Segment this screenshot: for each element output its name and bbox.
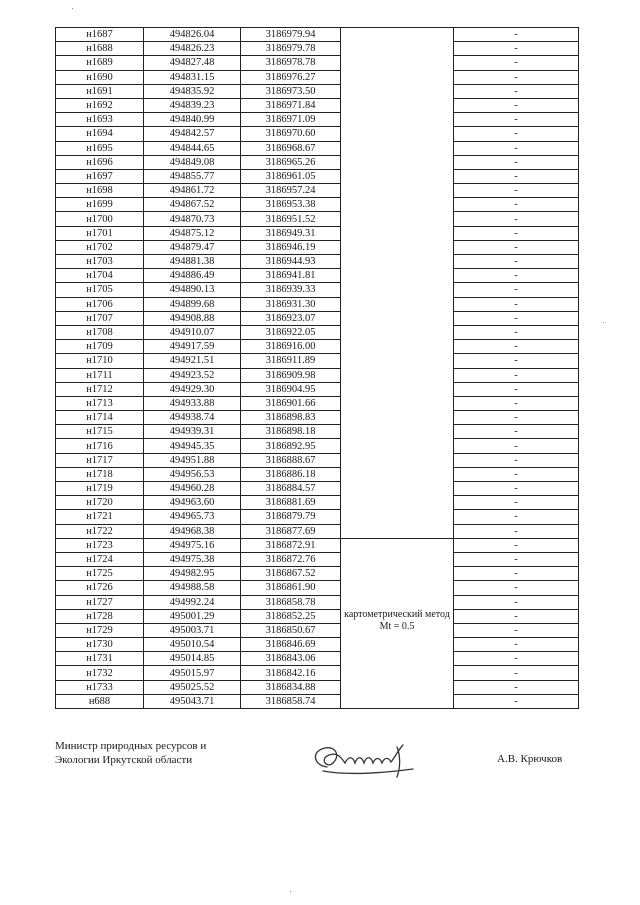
x-coordinate-cell: 494951.88 (144, 453, 241, 467)
accuracy-dash-cell: - (454, 98, 579, 112)
point-id-cell: н1719 (56, 482, 144, 496)
y-coordinate-cell: 3186858.78 (241, 595, 341, 609)
table-row (56, 340, 579, 354)
accuracy-dash-cell: - (454, 453, 579, 467)
point-id-cell: н1702 (56, 240, 144, 254)
x-coordinate-cell: 494963.60 (144, 496, 241, 510)
x-coordinate-cell: 495014.85 (144, 652, 241, 666)
y-coordinate-cell: 3186973.50 (241, 84, 341, 98)
y-coordinate-cell: 3186909.98 (241, 368, 341, 382)
accuracy-dash-cell: - (454, 411, 579, 425)
y-coordinate-cell: 3186892.95 (241, 439, 341, 453)
scan-speck (603, 322, 604, 323)
y-coordinate-cell: 3186846.69 (241, 638, 341, 652)
x-coordinate-cell: 494826.04 (144, 28, 241, 42)
y-coordinate-cell: 3186961.05 (241, 169, 341, 183)
point-id-cell: н1733 (56, 680, 144, 694)
y-coordinate-cell: 3186879.79 (241, 510, 341, 524)
point-id-cell: н1692 (56, 98, 144, 112)
table-row (56, 510, 579, 524)
y-coordinate-cell: 3186923.07 (241, 311, 341, 325)
x-coordinate-cell: 494875.12 (144, 226, 241, 240)
point-id-cell: н1715 (56, 425, 144, 439)
y-coordinate-cell: 3186852.25 (241, 609, 341, 623)
y-coordinate-cell: 3186931.30 (241, 297, 341, 311)
y-coordinate-cell: 3186901.66 (241, 396, 341, 410)
point-id-cell: н1703 (56, 255, 144, 269)
x-coordinate-cell: 494842.57 (144, 127, 241, 141)
x-coordinate-cell: 494921.51 (144, 354, 241, 368)
accuracy-dash-cell: - (454, 198, 579, 212)
accuracy-dash-cell: - (454, 42, 579, 56)
accuracy-dash-cell: - (454, 396, 579, 410)
point-id-cell: н1687 (56, 28, 144, 42)
x-coordinate-cell: 494965.73 (144, 510, 241, 524)
point-id-cell: н1697 (56, 169, 144, 183)
point-id-cell: н1708 (56, 325, 144, 339)
y-coordinate-cell: 3186911.89 (241, 354, 341, 368)
accuracy-dash-cell: - (454, 567, 579, 581)
coordinates-table-body (56, 28, 579, 709)
point-id-cell: н1706 (56, 297, 144, 311)
point-id-cell: н1707 (56, 311, 144, 325)
x-coordinate-cell: 494899.68 (144, 297, 241, 311)
y-coordinate-cell: 3186867.52 (241, 567, 341, 581)
y-coordinate-cell: 3186850.67 (241, 623, 341, 637)
point-id-cell: н1716 (56, 439, 144, 453)
point-id-cell: н1714 (56, 411, 144, 425)
accuracy-dash-cell: - (454, 496, 579, 510)
y-coordinate-cell: 3186877.69 (241, 524, 341, 538)
table-row (56, 269, 579, 283)
accuracy-dash-cell: - (454, 70, 579, 84)
y-coordinate-cell: 3186951.52 (241, 212, 341, 226)
table-row (56, 581, 579, 595)
table-row (56, 396, 579, 410)
x-coordinate-cell: 494827.48 (144, 56, 241, 70)
accuracy-dash-cell: - (454, 581, 579, 595)
accuracy-dash-cell: - (454, 552, 579, 566)
y-coordinate-cell: 3186898.18 (241, 425, 341, 439)
y-coordinate-cell: 3186881.69 (241, 496, 341, 510)
x-coordinate-cell: 495001.29 (144, 609, 241, 623)
y-coordinate-cell: 3186971.09 (241, 113, 341, 127)
accuracy-dash-cell: - (454, 325, 579, 339)
table-row (56, 425, 579, 439)
x-coordinate-cell: 494908.88 (144, 311, 241, 325)
point-id-cell: н1700 (56, 212, 144, 226)
method-blank-cell (341, 28, 454, 539)
method-note: картометрический метод Mt = 0.5 (344, 608, 450, 632)
point-id-cell: н1720 (56, 496, 144, 510)
point-id-cell: н1704 (56, 269, 144, 283)
signatory-name: А.В. Крючков (497, 753, 563, 765)
accuracy-dash-cell: - (454, 623, 579, 637)
table-row (56, 666, 579, 680)
table-row (56, 680, 579, 694)
y-coordinate-cell: 3186858.74 (241, 694, 341, 708)
table-row (56, 638, 579, 652)
point-id-cell: н1729 (56, 623, 144, 637)
accuracy-dash-cell: - (454, 255, 579, 269)
y-coordinate-cell: 3186946.19 (241, 240, 341, 254)
x-coordinate-cell: 494975.16 (144, 538, 241, 552)
table-row (56, 226, 579, 240)
table-row (56, 354, 579, 368)
table-row (56, 496, 579, 510)
accuracy-dash-cell: - (454, 680, 579, 694)
point-id-cell: н1709 (56, 340, 144, 354)
table-row (56, 609, 579, 623)
y-coordinate-cell: 3186976.27 (241, 70, 341, 84)
accuracy-dash-cell: - (454, 609, 579, 623)
accuracy-dash-cell: - (454, 439, 579, 453)
y-coordinate-cell: 3186953.38 (241, 198, 341, 212)
accuracy-dash-cell: - (454, 652, 579, 666)
table-row (56, 524, 579, 538)
y-coordinate-cell: 3186872.76 (241, 552, 341, 566)
x-coordinate-cell: 494867.52 (144, 198, 241, 212)
table-row (56, 28, 579, 42)
accuracy-dash-cell: - (454, 155, 579, 169)
table-row (56, 98, 579, 112)
accuracy-dash-cell: - (454, 382, 579, 396)
table-row (56, 652, 579, 666)
point-id-cell: н1698 (56, 184, 144, 198)
table-row (56, 240, 579, 254)
point-id-cell: н1699 (56, 198, 144, 212)
accuracy-dash-cell: - (454, 240, 579, 254)
table-row (56, 127, 579, 141)
point-id-cell: н688 (56, 694, 144, 708)
y-coordinate-cell: 3186970.60 (241, 127, 341, 141)
point-id-cell: н1693 (56, 113, 144, 127)
x-coordinate-cell: 495010.54 (144, 638, 241, 652)
point-id-cell: н1722 (56, 524, 144, 538)
x-coordinate-cell: 494844.65 (144, 141, 241, 155)
table-row (56, 552, 579, 566)
table-row (56, 42, 579, 56)
y-coordinate-cell: 3186888.67 (241, 453, 341, 467)
table-row (56, 184, 579, 198)
accuracy-dash-cell: - (454, 340, 579, 354)
x-coordinate-cell: 494890.13 (144, 283, 241, 297)
y-coordinate-cell: 3186872.91 (241, 538, 341, 552)
x-coordinate-cell: 494992.24 (144, 595, 241, 609)
minister-title-line-1: Министр природных ресурсов и (55, 740, 207, 752)
point-id-cell: н1726 (56, 581, 144, 595)
point-id-cell: н1730 (56, 638, 144, 652)
x-coordinate-cell: 494933.88 (144, 396, 241, 410)
accuracy-dash-cell: - (454, 169, 579, 183)
table-row (56, 595, 579, 609)
x-coordinate-cell: 494956.53 (144, 467, 241, 481)
scan-speck (72, 8, 73, 9)
accuracy-dash-cell: - (454, 638, 579, 652)
table-row (56, 198, 579, 212)
x-coordinate-cell: 494960.28 (144, 482, 241, 496)
x-coordinate-cell: 494929.30 (144, 382, 241, 396)
x-coordinate-cell: 494861.72 (144, 184, 241, 198)
table-row (56, 538, 579, 552)
y-coordinate-cell: 3186861.90 (241, 581, 341, 595)
accuracy-dash-cell: - (454, 297, 579, 311)
table-row (56, 439, 579, 453)
accuracy-dash-cell: - (454, 84, 579, 98)
accuracy-dash-cell: - (454, 283, 579, 297)
accuracy-dash-cell: - (454, 510, 579, 524)
handwritten-signature (305, 737, 420, 782)
x-coordinate-cell: 495043.71 (144, 694, 241, 708)
point-id-cell: н1710 (56, 354, 144, 368)
point-id-cell: н1688 (56, 42, 144, 56)
point-id-cell: н1696 (56, 155, 144, 169)
accuracy-dash-cell: - (454, 184, 579, 198)
accuracy-dash-cell: - (454, 368, 579, 382)
point-id-cell: н1694 (56, 127, 144, 141)
y-coordinate-cell: 3186843.06 (241, 652, 341, 666)
y-coordinate-cell: 3186971.84 (241, 98, 341, 112)
table-row (56, 212, 579, 226)
table-row (56, 482, 579, 496)
y-coordinate-cell: 3186922.05 (241, 325, 341, 339)
point-id-cell: н1725 (56, 567, 144, 581)
x-coordinate-cell: 494923.52 (144, 368, 241, 382)
point-id-cell: н1718 (56, 467, 144, 481)
accuracy-dash-cell: - (454, 127, 579, 141)
x-coordinate-cell: 494839.23 (144, 98, 241, 112)
point-id-cell: н1724 (56, 552, 144, 566)
point-id-cell: н1721 (56, 510, 144, 524)
y-coordinate-cell: 3186842.16 (241, 666, 341, 680)
accuracy-dash-cell: - (454, 311, 579, 325)
accuracy-dash-cell: - (454, 595, 579, 609)
y-coordinate-cell: 3186834.88 (241, 680, 341, 694)
point-id-cell: н1717 (56, 453, 144, 467)
x-coordinate-cell: 494968.38 (144, 524, 241, 538)
point-id-cell: н1723 (56, 538, 144, 552)
table-row (56, 113, 579, 127)
point-id-cell: н1701 (56, 226, 144, 240)
y-coordinate-cell: 3186957.24 (241, 184, 341, 198)
coordinates-table (55, 27, 579, 709)
table-row (56, 694, 579, 708)
accuracy-dash-cell: - (454, 269, 579, 283)
y-coordinate-cell: 3186949.31 (241, 226, 341, 240)
table-row (56, 325, 579, 339)
accuracy-dash-cell: - (454, 113, 579, 127)
x-coordinate-cell: 494881.38 (144, 255, 241, 269)
point-id-cell: н1728 (56, 609, 144, 623)
x-coordinate-cell: 494840.99 (144, 113, 241, 127)
y-coordinate-cell: 3186898.83 (241, 411, 341, 425)
table-row (56, 84, 579, 98)
x-coordinate-cell: 494870.73 (144, 212, 241, 226)
accuracy-dash-cell: - (454, 354, 579, 368)
x-coordinate-cell: 495025.52 (144, 680, 241, 694)
table-row (56, 411, 579, 425)
minister-title-line-2: Экологии Иркутской области (55, 754, 193, 766)
y-coordinate-cell: 3186916.00 (241, 340, 341, 354)
x-coordinate-cell: 494975.38 (144, 552, 241, 566)
point-id-cell: н1705 (56, 283, 144, 297)
y-coordinate-cell: 3186979.78 (241, 42, 341, 56)
accuracy-dash-cell: - (454, 538, 579, 552)
accuracy-dash-cell: - (454, 666, 579, 680)
table-row (56, 169, 579, 183)
point-id-cell: н1713 (56, 396, 144, 410)
table-row (56, 70, 579, 84)
y-coordinate-cell: 3186904.95 (241, 382, 341, 396)
x-coordinate-cell: 494988.58 (144, 581, 241, 595)
point-id-cell: н1732 (56, 666, 144, 680)
table-row (56, 255, 579, 269)
table-row (56, 141, 579, 155)
y-coordinate-cell: 3186965.26 (241, 155, 341, 169)
table-row (56, 467, 579, 481)
point-id-cell: н1731 (56, 652, 144, 666)
x-coordinate-cell: 494879.47 (144, 240, 241, 254)
x-coordinate-cell: 494939.31 (144, 425, 241, 439)
point-id-cell: н1690 (56, 70, 144, 84)
table-row (56, 453, 579, 467)
y-coordinate-cell: 3186944.93 (241, 255, 341, 269)
accuracy-dash-cell: - (454, 425, 579, 439)
x-coordinate-cell: 494849.08 (144, 155, 241, 169)
y-coordinate-cell: 3186886.18 (241, 467, 341, 481)
x-coordinate-cell: 494945.35 (144, 439, 241, 453)
accuracy-dash-cell: - (454, 28, 579, 42)
table-row (56, 567, 579, 581)
accuracy-dash-cell: - (454, 141, 579, 155)
table-row (56, 297, 579, 311)
x-coordinate-cell: 494831.15 (144, 70, 241, 84)
y-coordinate-cell: 3186939.33 (241, 283, 341, 297)
x-coordinate-cell: 495015.97 (144, 666, 241, 680)
table-row (56, 382, 579, 396)
point-id-cell: н1727 (56, 595, 144, 609)
scan-speck (290, 891, 291, 892)
x-coordinate-cell: 494886.49 (144, 269, 241, 283)
y-coordinate-cell: 3186978.78 (241, 56, 341, 70)
point-id-cell: н1689 (56, 56, 144, 70)
x-coordinate-cell: 494982.95 (144, 567, 241, 581)
point-id-cell: н1712 (56, 382, 144, 396)
table-row (56, 623, 579, 637)
point-id-cell: н1711 (56, 368, 144, 382)
accuracy-dash-cell: - (454, 226, 579, 240)
x-coordinate-cell: 494826.23 (144, 42, 241, 56)
table-row (56, 56, 579, 70)
y-coordinate-cell: 3186979.94 (241, 28, 341, 42)
y-coordinate-cell: 3186968.67 (241, 141, 341, 155)
y-coordinate-cell: 3186941.81 (241, 269, 341, 283)
minister-title (55, 739, 206, 767)
x-coordinate-cell: 494938.74 (144, 411, 241, 425)
x-coordinate-cell: 494855.77 (144, 169, 241, 183)
point-id-cell: н1691 (56, 84, 144, 98)
x-coordinate-cell: 494910.07 (144, 325, 241, 339)
x-coordinate-cell: 494835.92 (144, 84, 241, 98)
accuracy-dash-cell: - (454, 524, 579, 538)
table-row (56, 368, 579, 382)
table-row (56, 155, 579, 169)
table-row (56, 283, 579, 297)
accuracy-dash-cell: - (454, 56, 579, 70)
accuracy-dash-cell: - (454, 694, 579, 708)
accuracy-dash-cell: - (454, 482, 579, 496)
accuracy-dash-cell: - (454, 467, 579, 481)
x-coordinate-cell: 494917.59 (144, 340, 241, 354)
y-coordinate-cell: 3186884.57 (241, 482, 341, 496)
accuracy-dash-cell: - (454, 212, 579, 226)
x-coordinate-cell: 495003.71 (144, 623, 241, 637)
table-row (56, 311, 579, 325)
method-note-cell (341, 538, 454, 708)
point-id-cell: н1695 (56, 141, 144, 155)
